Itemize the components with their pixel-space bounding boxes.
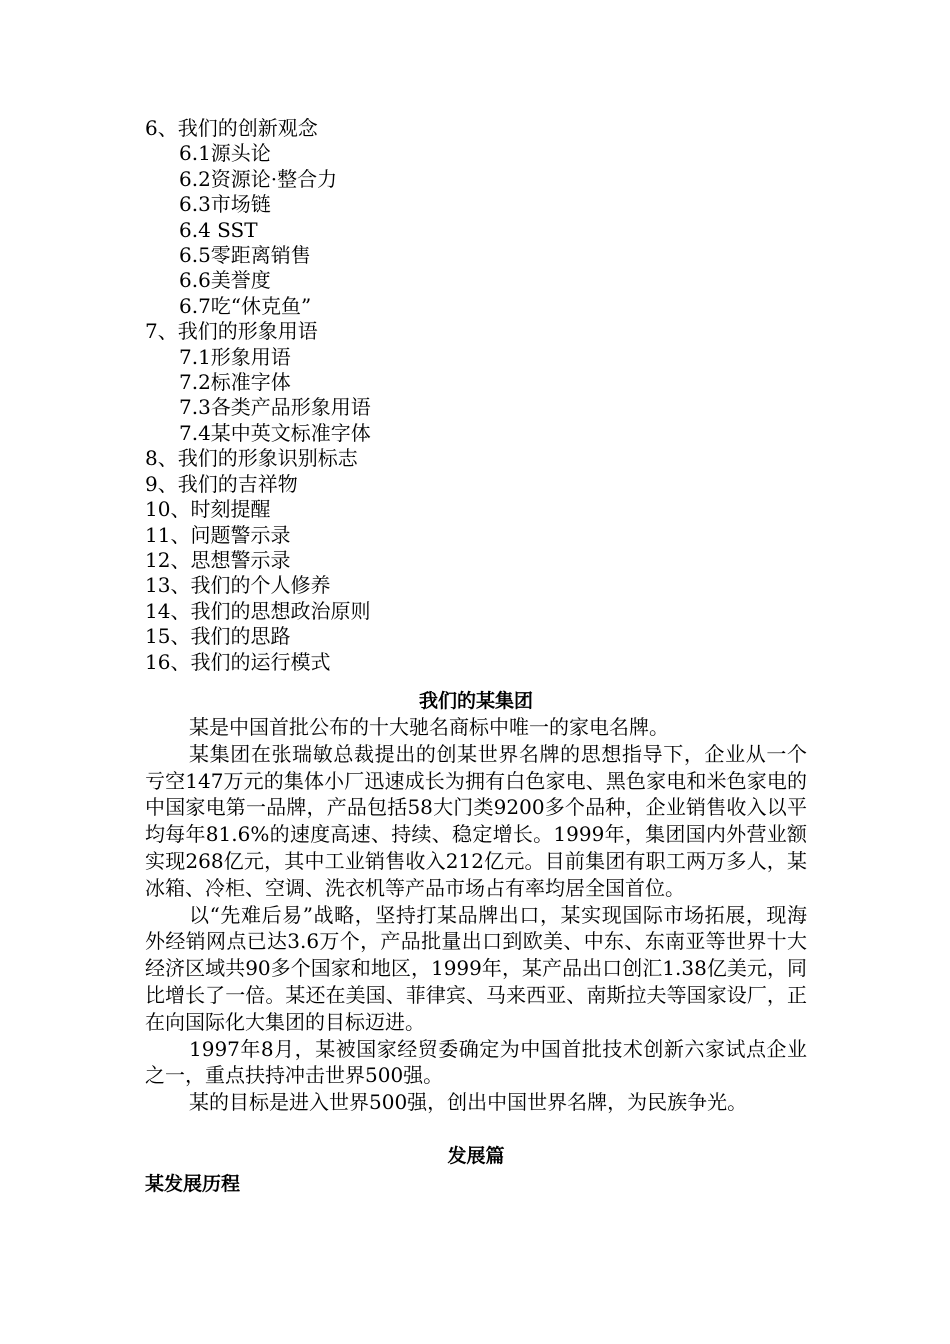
toc-item: 7.2标准字体 (179, 370, 291, 395)
toc-item: 7.4某中英文标准字体 (179, 420, 371, 445)
chapter-title: 发展篇 (447, 1144, 505, 1167)
toc-item: 6.5零距离销售 (179, 243, 311, 268)
body-paragraph: 某是中国首批公布的十大驰名商标中唯一的家电名牌。 (189, 714, 669, 739)
body-paragraph: 1997年8月，某被国家经贸委确定为中国首批技术创新六家试点企业之一，重点扶持冲击世界500强。 (145, 1036, 807, 1088)
document-page (145, 116, 807, 1197)
toc-item: 11、问题警示录 (145, 522, 291, 547)
toc-item: 8、我们的形象识别标志 (145, 446, 358, 471)
body-paragraph: 以“先难后易”战略，坚持打某品牌出口，某实现国际市场拓展，现海外经销网点已达3.6万个，产品批量出口到欧美、中东、东南亚等世界十大经济区域共90多个国家和地区，1999年，某产品出口创汇1.38亿美元，同比增长了一倍。某还在美国、菲律宾、马来西亚、南斯拉夫等国家设厂，正在向国际化大集团的目标迈进。 (145, 902, 807, 1034)
toc-item: 9、我们的吉祥物 (145, 471, 298, 496)
toc-item: 14、我们的思想政治原则 (145, 598, 371, 623)
toc-item: 16、我们的运行模式 (145, 649, 331, 674)
toc-item: 13、我们的个人修养 (145, 573, 331, 598)
toc-item: 6.6美誉度 (179, 268, 271, 293)
toc-item: 7、我们的形象用语 (145, 319, 318, 344)
toc-item: 7.1形象用语 (179, 344, 291, 369)
section-title: 我们的某集团 (418, 689, 533, 712)
toc-item: 6、我们的创新观念 (145, 116, 318, 140)
chapter-subtitle: 某发展历程 (145, 1172, 241, 1195)
body-paragraph: 某集团在张瑞敏总裁提出的创某世界名牌的思想指导下，企业从一个亏空147万元的集体小厂迅速成长为拥有白色家电、黑色家电和米色家电的中国家电第一品牌，产品包括58大门类9200多个品种，企业销售收入以平均每年81.6%的速度高速、持续、稳定增长。1999年，集团国内外营业额实现268亿元，其中工业销售收入212亿元。目前集团有职工两万多人，某冰箱、冷柜、空调、洗衣机等产品市场占有率均居全国首位。 (145, 741, 807, 900)
toc-item: 12、思想警示录 (145, 547, 291, 572)
body-paragraph: 某的目标是进入世界500强，创出中国世界名牌，为民族争光。 (189, 1090, 748, 1115)
toc-item: 7.3各类产品形象用语 (179, 395, 371, 420)
toc-item: 6.7吃“休克鱼” (179, 293, 312, 318)
toc-item: 15、我们的思路 (145, 624, 291, 649)
toc-item: 6.2资源论·整合力 (179, 166, 338, 191)
table-of-contents (145, 116, 807, 675)
toc-item: 6.1源头论 (179, 141, 271, 166)
toc-item: 10、时刻提醒 (145, 497, 271, 522)
toc-item: 6.3市场链 (179, 192, 271, 217)
toc-item: 6.4 SST (179, 217, 258, 242)
